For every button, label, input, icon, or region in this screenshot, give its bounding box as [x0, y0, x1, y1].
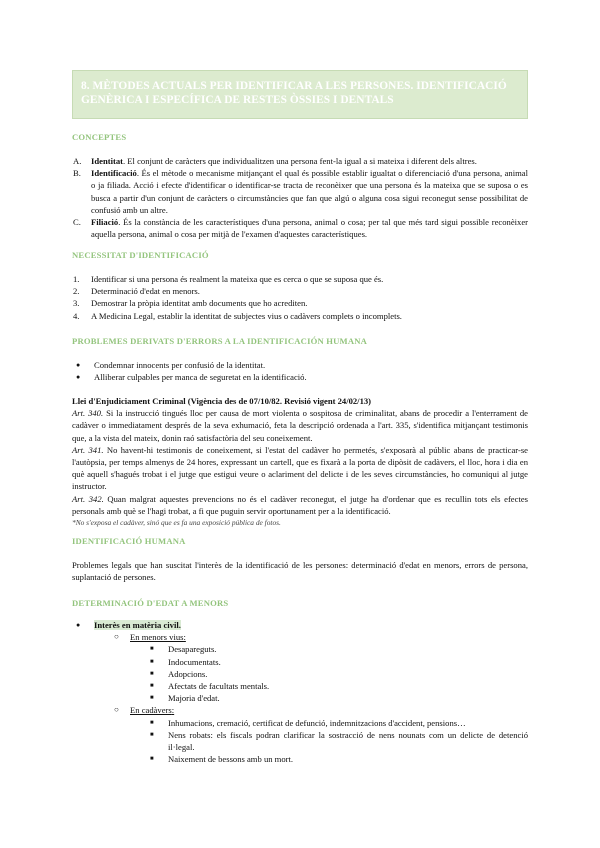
edat-list [72, 619, 528, 765]
section-heading-problemes: PROBLEMES DERIVATS D'ERRORS A LA IDENTIFICACIÓN HUMANA [72, 336, 368, 346]
circle-bullet-icon: ○ [114, 632, 119, 642]
term-label: Filiació [91, 217, 119, 228]
document-page [72, 70, 528, 765]
sublist-item [72, 717, 528, 729]
llei-block [72, 395, 528, 529]
bullet-icon: ● [76, 373, 81, 382]
list-text: Adopcions. [168, 668, 208, 679]
paragraph: Problemes legals que han suscitat l'interès de la identificació de les persones: determinació d'edat en menors, errors de persona, suplantació de persones. [72, 560, 528, 583]
term-definition: . És la constància de les característiques d'una persona, animal o cosa; per tal que més tard sigui possible reconèixer aquella persona, animal o cosa per mitjà de l'examen d'aquestes característiques. [91, 217, 528, 240]
conceptes-list [72, 155, 528, 240]
list-item [72, 297, 528, 309]
page-title: 8. MÈTODES ACTUALS PER IDENTIFICAR A LES PERSONES. IDENTIFICACIÓ GENÈRICA I ESPECÍFICA DE RESTES ÒSSIES I DENTALS [72, 70, 528, 119]
bullet-icon: ● [76, 361, 81, 369]
article-ref: Art. 340. [72, 408, 104, 419]
highlighted-item: Interès en matèria civil [94, 620, 179, 630]
square-bullet-icon: ■ [150, 683, 154, 690]
square-bullet-icon: ■ [150, 658, 154, 665]
sublist-item: ○ En cadàvers: [114, 705, 175, 716]
article-text: Quan malgrat aquestes prevencions no és el cadàver reconegut, el jutge ha d'ordenar que es recullin tots els efectes personals amb què se l'hagi trobat, a fi que puguin servir oportunament per a la identificació. [72, 493, 528, 516]
list-item [72, 285, 528, 297]
sublist-item [72, 729, 528, 753]
list-text: Nens robats: els fiscals podran clarificar la sostracció de nens nounats com un delicte de detenció il·legal. [168, 729, 528, 753]
square-bullet-icon: ■ [150, 695, 154, 702]
sublist-item [72, 668, 528, 680]
list-item [72, 216, 528, 240]
list-item [72, 155, 528, 167]
term-definition: . És el mètode o mecanisme mitjançant el qual és possible establir igualtat o diferenciació d'una persona, animal o ja filiada. Acció i efecte d'identificar o identificar-se tracta de reconèixer que una persona és la mateixa que se suposa o es busca a partir d'un conjunt de caràcters o circumstàncies que fan que algú o alguna cosa sigui reconegut sense possibilitat de confusió amb un altre. [91, 168, 528, 215]
list-text: Desapareguts. [168, 644, 217, 655]
section-heading-conceptes: CONCEPTES [72, 132, 127, 142]
identificacio-humana-text [72, 559, 528, 583]
section-heading-determinacio-edat: DETERMINACIÓ D'EDAT A MENORS [72, 598, 229, 608]
section-heading-identificacio-humana: IDENTIFICACIÓ HUMANA [72, 536, 186, 546]
list-text: Demostrar la pròpia identitat amb documents que ho acrediten. [91, 298, 308, 309]
article-ref: Art. 342. [72, 493, 104, 504]
article-342 [72, 493, 528, 517]
list-marker: C. [73, 217, 81, 228]
list-text: Afectats de facultats mentals. [168, 681, 270, 692]
article-ref: Art. 341. [72, 444, 104, 455]
square-bullet-icon: ■ [150, 731, 154, 738]
list-item: ● Interès en matèria civil. [72, 619, 528, 631]
article-text: No havent-hi testimonis de coneixement, si l'estat del cadàver ho permetés, s'exposarà al públic abans de practicar-se l'autòpsia, per temps almenys de 24 hores, expressant un cartell, que es fixarà a la porta de dipòsit de cadàvers, el lloc, hora i dia en què aquell s'hagués trobat i el jutge que estigui veure o aclariment del delicte i de les seves circumstàncies, ho comuniqui al jutge instructor. [72, 444, 528, 492]
list-marker: B. [73, 168, 81, 179]
group-label: En menors vius [130, 632, 184, 643]
list-text: A Medicina Legal, establir la identitat de subjectes vius o cadàvers complets o incomplets. [91, 310, 402, 321]
term-label: Identificació [91, 168, 137, 179]
list-marker: 2. [73, 286, 80, 297]
square-bullet-icon: ■ [150, 670, 154, 677]
list-text: Naixement de bessons amb un mort. [168, 754, 294, 765]
list-marker: 4. [73, 310, 80, 321]
sublist-item: ○ En menors vius: [114, 632, 186, 643]
list-marker: 3. [73, 298, 80, 309]
list-text: Condemnar innocents per confusió de la identitat. [94, 360, 266, 370]
list-text: Inhumacions, cremació, certificat de defunció, indemnitzacions d'accident, pensions… [168, 717, 466, 728]
sublist-item [72, 656, 528, 668]
section-heading-necessitat: NECESSITAT D'IDENTIFICACIÓ [72, 250, 209, 260]
list-marker: A. [73, 156, 82, 166]
list-item [72, 273, 528, 285]
list-text: Alliberar culpables per manca de seguretat en la identificació. [94, 372, 307, 383]
sublist-item [72, 692, 528, 704]
square-bullet-icon: ■ [150, 756, 154, 763]
circle-bullet-icon: ○ [114, 705, 119, 715]
necessitat-list [72, 273, 528, 322]
square-bullet-icon: ■ [150, 719, 154, 726]
bullet-icon: ● [76, 621, 81, 629]
list-text: Determinació d'edat en menors. [91, 286, 200, 297]
list-marker: 1. [73, 274, 80, 284]
list-item [72, 167, 528, 216]
list-item [72, 310, 528, 322]
sublist-item [72, 753, 528, 765]
list-text: Majoria d'edat. [168, 693, 220, 704]
list-item [72, 371, 528, 383]
term-label: Identitat [91, 156, 123, 166]
article-text: Si la instrucció tingués lloc per causa de mort violenta o sospitosa de criminalitat, abans de procedir a l'enterrament de cadàver o immediatament després de la seva exhumació, feta la descripció ordenada a l'art. 335, s'identifica mitjançant testimonis que, a la vista del mateix, donin raó satisfactòria del seu coneixement. [72, 408, 528, 443]
law-title: Llei d'Enjudiciament Criminal (Vigència des de 07/10/82. Revisió vigent 24/02/13) [72, 396, 372, 406]
list-text: Indocumentats. [168, 656, 221, 667]
sublist-item [72, 643, 528, 655]
article-340 [72, 407, 528, 444]
list-item [72, 359, 528, 371]
problemes-list [72, 359, 528, 383]
list-text: Identificar si una persona és realment la mateixa que es cerca o que se suposa que és. [91, 274, 384, 284]
sublist-item [72, 680, 528, 692]
square-bullet-icon: ■ [150, 646, 154, 653]
group-label: En cadàvers [130, 705, 172, 716]
article-341 [72, 444, 528, 493]
footnote: *No s'exposa el cadàver, sinó que es fa una exposició pública de fotos. [72, 518, 281, 528]
term-definition: . El conjunt de caràcters que individualitzen una persona fent-la igual a si mateixa i diferent dels altres. [123, 156, 477, 166]
